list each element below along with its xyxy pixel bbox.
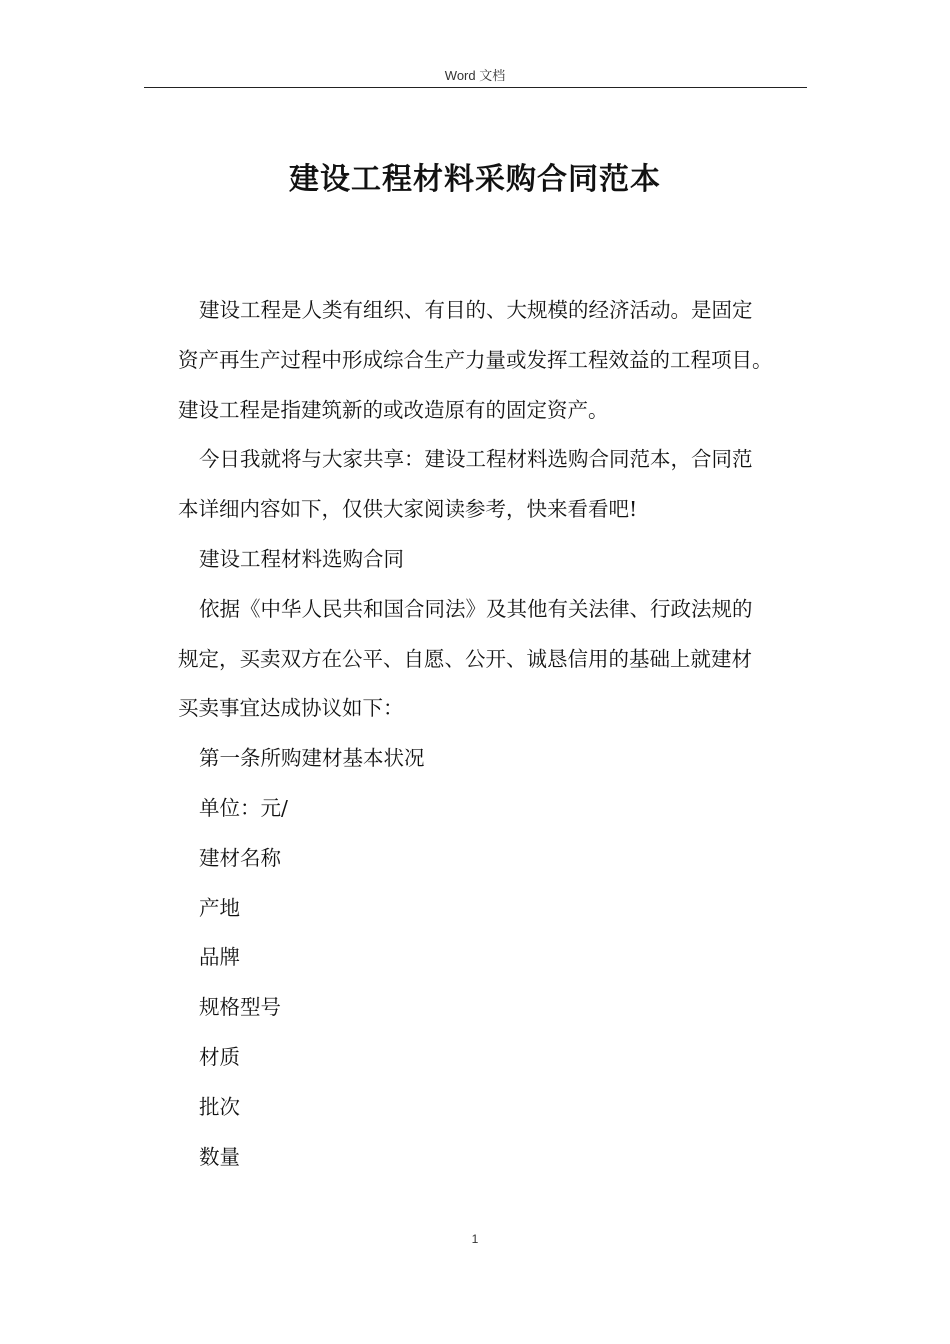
- text-line: 批次: [199, 1094, 240, 1119]
- document-title: 建设工程材料采购合同范本: [289, 162, 661, 197]
- text-line: 单位：元/: [199, 795, 288, 820]
- paragraph-share: [178, 435, 818, 535]
- paragraph-quantity: [178, 1133, 818, 1183]
- paragraph-article-one: [178, 734, 818, 784]
- text-line: 产地: [199, 895, 240, 920]
- text-line: 第一条所购建材基本状况: [199, 746, 425, 771]
- paragraph-origin: [178, 884, 818, 934]
- text-line: 材质: [199, 1044, 240, 1069]
- text-line: 本详细内容如下，仅供大家阅读参考，快来看看吧!: [178, 497, 638, 522]
- paragraph-intro: [178, 286, 818, 435]
- paragraph-contract-heading: [178, 535, 818, 585]
- text-line: 今日我就将与大家共享：建设工程材料选购合同范本，合同范: [199, 447, 753, 472]
- paragraph-material: [178, 1033, 818, 1083]
- text-line: 建设工程是指建筑新的或改造原有的固定资产。: [178, 397, 609, 422]
- paragraph-brand: [178, 933, 818, 983]
- text-line: 资产再生产过程中形成综合生产力量或发挥工程效益的工程项目。: [178, 347, 773, 372]
- document-body: [178, 286, 818, 1182]
- text-line: 依据《中华人民共和国合同法》及其他有关法律、行政法规的: [199, 596, 753, 621]
- paragraph-spec-model: [178, 983, 818, 1033]
- page-header-label: Word 文档: [444, 68, 506, 83]
- header-divider: [144, 87, 807, 88]
- paragraph-batch: [178, 1083, 818, 1133]
- page-number: 1: [471, 1232, 479, 1246]
- text-line: 建设工程是人类有组织、有目的、大规模的经济活动。是固定: [199, 298, 753, 322]
- text-line: 建设工程材料选购合同: [199, 546, 404, 571]
- text-line: 建材名称: [199, 845, 281, 870]
- paragraph-material-name: [178, 834, 818, 884]
- paragraph-unit: [178, 784, 818, 834]
- paragraph-legal-basis: [178, 585, 818, 734]
- text-line: 数量: [199, 1144, 240, 1169]
- text-line: 品牌: [199, 945, 240, 970]
- text-line: 规定，买卖双方在公平、自愿、公开、诚恳信用的基础上就建材: [178, 646, 752, 671]
- text-line: 买卖事宜达成协议如下：: [178, 696, 404, 721]
- text-line: 规格型号: [199, 995, 281, 1020]
